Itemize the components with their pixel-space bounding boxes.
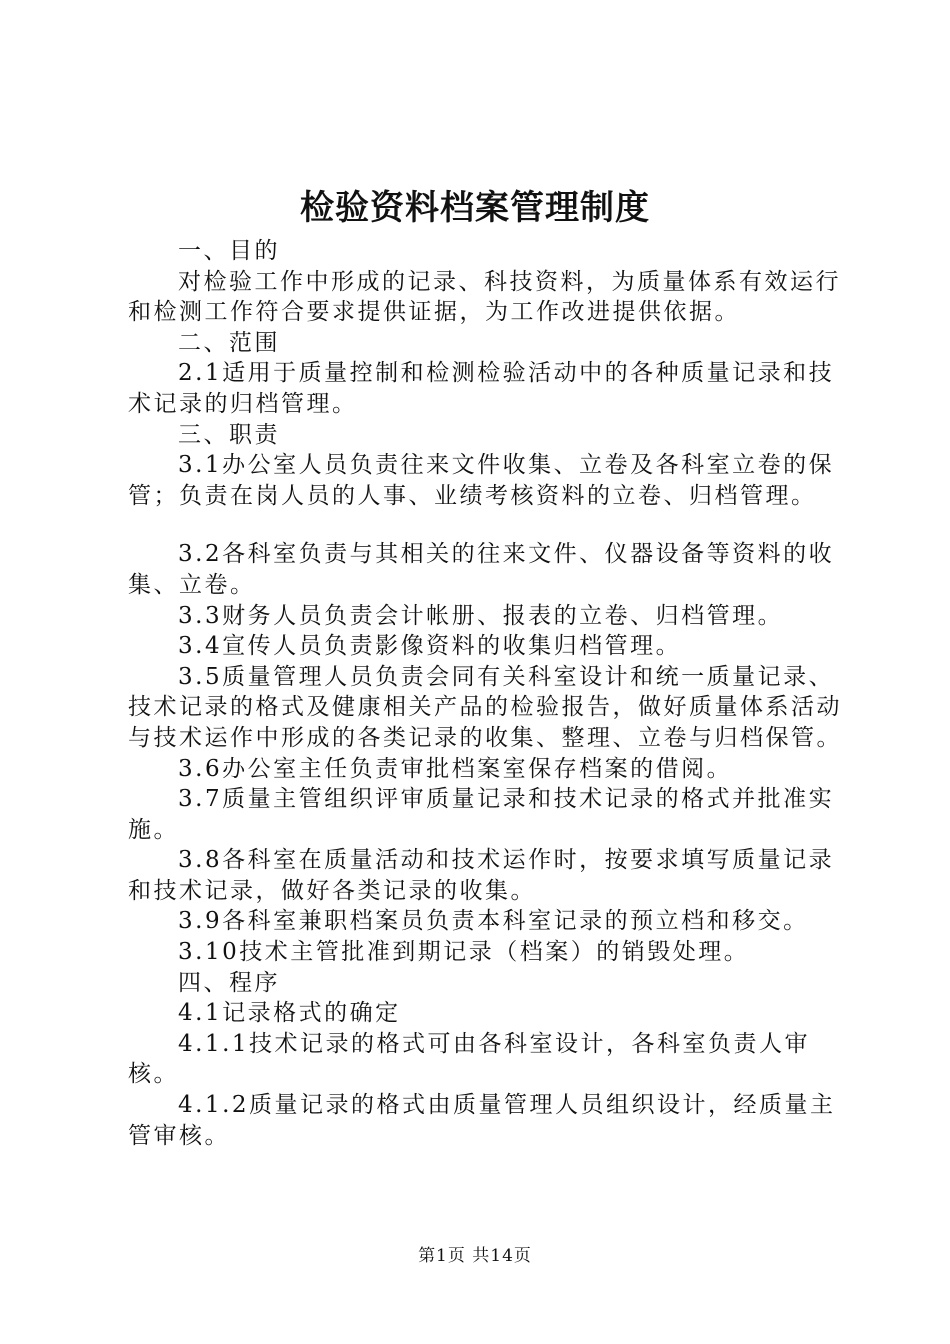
paragraph-3-1: 3.1办公室人员负责往来文件收集、立卷及各科室立卷的保管；负责在岗人员的人事、业绩考核资料的立卷、归档管理。: [128, 452, 835, 509]
paragraph-3-7: 3.7质量主管组织评审质量记录和技术记录的格式并批准实施。: [128, 786, 835, 843]
paragraph-3-2: 3.2各科室负责与其相关的往来文件、仪器设备等资料的收集、立卷。: [128, 541, 835, 598]
paragraph-4-1-2: 4.1.2质量记录的格式由质量管理人员组织设计，经质量主管审核。: [128, 1092, 836, 1149]
document-body: [128, 236, 848, 1151]
paragraph-3-10: 3.10技术主管批准到期记录（档案）的销毁处理。: [178, 939, 750, 966]
page-footer: 第1页 共14页: [418, 1246, 532, 1266]
section-heading-responsibilities: 三、职责: [178, 421, 280, 448]
section-heading-procedure: 四、程序: [178, 969, 280, 996]
paragraph-3-8: 3.8各科室在质量活动和技术运作时，按要求填写质量记录和技术记录，做好各类记录的收集。: [128, 847, 835, 904]
paragraph-4-1-1: 4.1.1技术记录的格式可由各科室设计，各科室负责人审核。: [128, 1030, 811, 1088]
section-heading-purpose: 一、目的: [178, 238, 280, 264]
paragraph-3-3: 3.3财务人员负责会计帐册、报表的立卷、归档管理。: [178, 602, 784, 629]
paragraph-3-5: 3.5质量管理人员负责会同有关科室设计和统一质量记录、技术记录的格式及健康相关产品的检验报告，做好质量体系活动与技术运作中形成的各类记录的收集、整理、立卷与归档保管。: [128, 663, 842, 751]
section-heading-scope: 二、范围: [178, 329, 280, 356]
paragraph-3-9: 3.9各科室兼职档案员负责本科室记录的预立档和移交。: [178, 908, 809, 935]
paragraph-3-6: 3.6办公室主任负责审批档案室保存档案的借阅。: [178, 755, 733, 782]
paragraph-4-1: 4.1记录格式的确定: [178, 1000, 401, 1027]
paragraph-2-1: 2.1适用于质量控制和检测检验活动中的各种质量记录和技术记录的归档管理。: [128, 360, 835, 417]
paragraph-purpose: 对检验工作中形成的记录、科技资料，为质量体系有效运行和检测工作符合要求提供证据，为工作改进提供依据。: [128, 268, 841, 326]
document-title: 检验资料档案管理制度: [300, 188, 650, 228]
paragraph-3-4: 3.4宣传人员负责影像资料的收集归档管理。: [178, 633, 682, 660]
